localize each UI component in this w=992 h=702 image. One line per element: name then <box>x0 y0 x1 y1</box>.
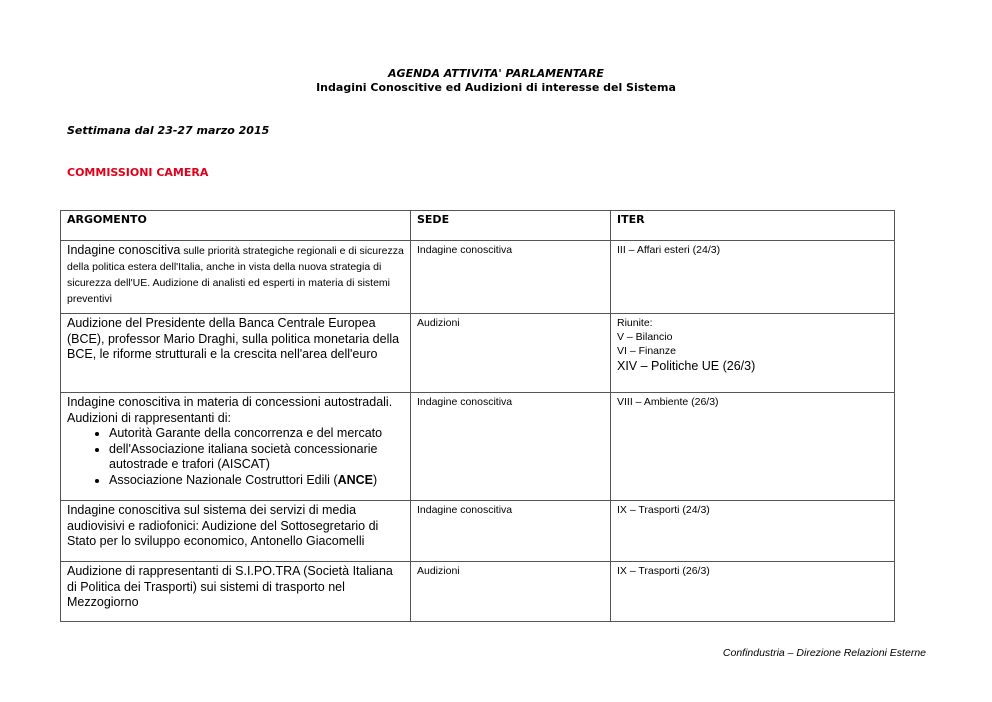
argomento-cell <box>61 393 411 501</box>
iter-line: Riunite: <box>617 317 653 329</box>
column-header-argomento: ARGOMENTO <box>61 211 411 241</box>
sede-cell: Audizioni <box>411 314 611 393</box>
argomento-cell <box>61 241 411 314</box>
sede-cell: Audizioni <box>411 562 611 622</box>
table-row <box>61 314 895 393</box>
column-header-iter: ITER <box>611 211 895 241</box>
iter-line: VI – Finanze <box>617 345 676 357</box>
table-row <box>61 393 895 501</box>
iter-cell: IX – Trasporti (24/3) <box>611 501 895 562</box>
sede-cell: Indagine conoscitiva <box>411 393 611 501</box>
list-item-text: Associazione Nazionale Costruttori Edili ( <box>109 472 338 487</box>
column-header-sede: SEDE <box>411 211 611 241</box>
list-item: • Autorità Garante della concorrenza e del mercato <box>109 426 404 442</box>
bullet-list <box>67 426 404 488</box>
list-item-bold: ANCE <box>337 472 373 487</box>
iter-line: V – Bilancio <box>617 331 673 343</box>
table-header-row <box>61 211 895 241</box>
section-title: COMMISSIONI CAMERA <box>67 166 209 179</box>
iter-cell: IX – Trasporti (26/3) <box>611 562 895 622</box>
table-row <box>61 241 895 314</box>
iter-cell: III – Affari esteri (24/3) <box>611 241 895 314</box>
sede-cell: Indagine conoscitiva <box>411 241 611 314</box>
iter-cell <box>611 314 895 393</box>
argomento-cell: Indagine conoscitiva sul sistema dei servizi di media audiovisivi e radiofonici: Audizione del Sottosegretario di Stato per lo sviluppo economico, Antonello Giacomelli <box>61 501 411 562</box>
sede-cell: Indagine conoscitiva <box>411 501 611 562</box>
argomento-text: sulle priorità strategiche regionali e di sicurezza della politica estera dell'Italia, anche in vista della nuova strategia di sicurezza dell'UE. Audizione di analisti ed esperti in materia di sistemi preventivi <box>67 245 404 305</box>
iter-cell: VIII – Ambiente (26/3) <box>611 393 895 501</box>
argomento-lead: Indagine conoscitiva <box>67 243 181 257</box>
argomento-text: Indagine conoscitiva in materia di concessioni autostradali. Audizioni di rappresentanti di: <box>67 395 393 425</box>
argomento-cell: Audizione di rappresentanti di S.I.PO.TRA (Società Italiana di Politica dei Trasporti) sui sistemi di trasporto nel Mezzogiorno <box>61 562 411 622</box>
list-item <box>109 473 404 489</box>
footer-note: Confindustria – Direzione Relazioni Esterne <box>722 647 926 659</box>
table-row <box>61 562 895 622</box>
agenda-table <box>60 210 895 622</box>
document-header <box>0 67 992 95</box>
document-title: AGENDA ATTIVITA' PARLAMENTARE <box>388 67 604 80</box>
list-item: • dell'Associazione italiana società concessionarie autostrade e trafori (AISCAT) <box>109 442 404 473</box>
week-label: Settimana dal 23-27 marzo 2015 <box>67 124 270 137</box>
document-subtitle: Indagini Conoscitive ed Audizioni di interesse del Sistema <box>316 81 676 94</box>
iter-line: XIV – Politiche UE (26/3) <box>617 359 756 373</box>
table-row <box>61 501 895 562</box>
argomento-cell: Audizione del Presidente della Banca Centrale Europea (BCE), professor Mario Draghi, sulla politica monetaria della BCE, le riforme strutturali e la crescita nell'area dell'euro <box>61 314 411 393</box>
list-item-text: ) <box>373 472 378 487</box>
